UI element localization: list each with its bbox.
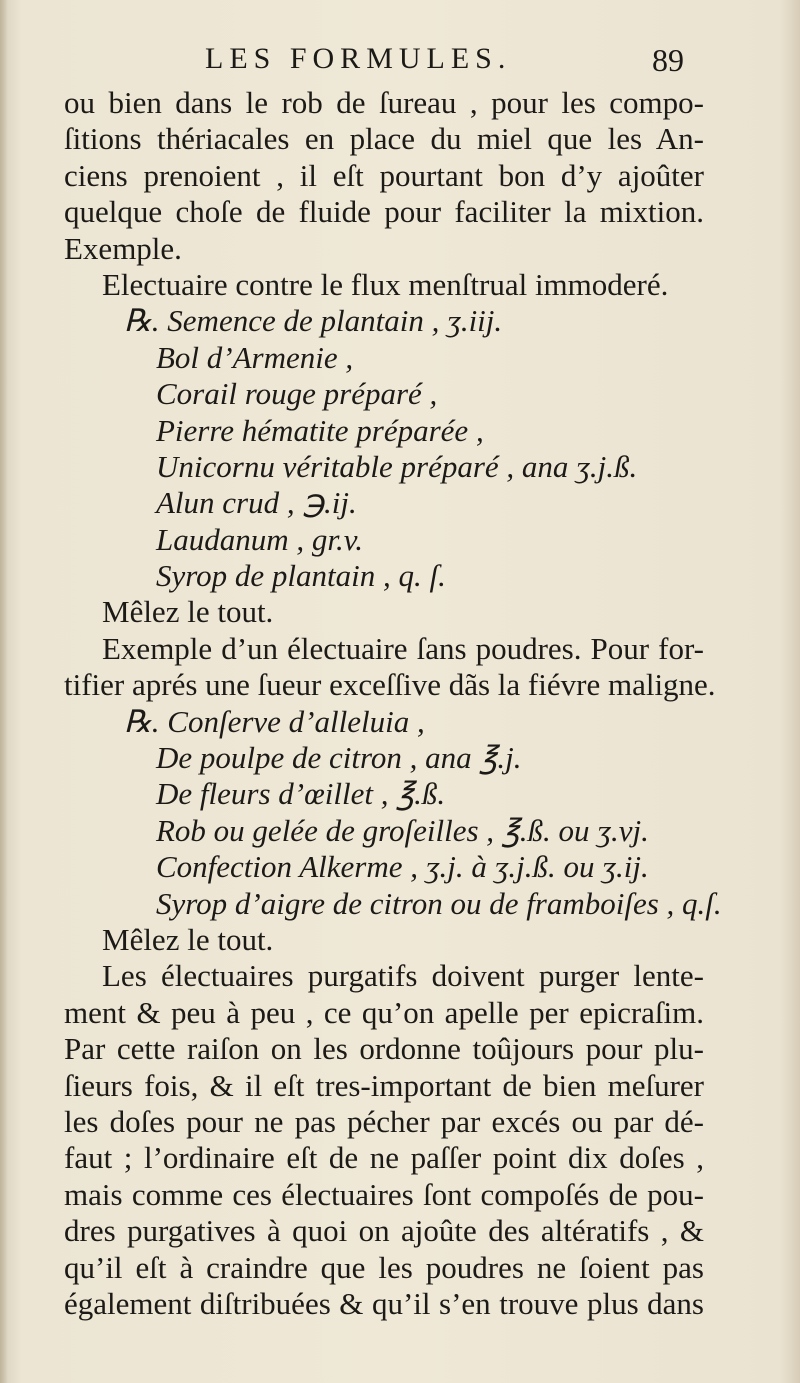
text-line: Par cette raiſon on les ordonne toûjours pour plu- [64, 1031, 704, 1067]
recipe-ingredient: De fleurs d’œillet , ℥.ß. [156, 776, 446, 812]
recipe-ingredient: Syrop de plantain , q. ſ. [156, 558, 446, 594]
text-line: également diſtribuées & qu’il s’en trouve plus dans [64, 1285, 704, 1321]
text-line: ſitions thériacales en place du miel que les An- [64, 121, 704, 157]
text-line: tifier aprés une ſueur exceſſive dãs la fiévre maligne. [64, 667, 716, 703]
recipe-title: Electuaire contre le flux menſtrual immoderé. [102, 266, 669, 302]
text-line: les doſes pour ne pas pécher par excés ou par dé- [64, 1103, 704, 1139]
text-line: qu’il eſt à craindre que les poudres ne ſoient pas [64, 1249, 704, 1285]
body-text [64, 85, 722, 1322]
text-line: dres purgatives à quoi on ajoûte des altératifs , & [64, 1213, 704, 1249]
text-line: mais comme ces électuaires ſont compoſés de pou- [64, 1176, 704, 1212]
recipe-ingredient: Syrop d’aigre de citron ou de framboiſes , q.ſ. [156, 885, 722, 921]
recipe-ingredient: ℞. Semence de plantain , ʒ.iij. [124, 303, 503, 339]
recipe-ingredient: Corail rouge préparé , [156, 376, 438, 412]
recipe-ingredient: Laudanum , gr.v. [156, 521, 363, 557]
recipe-ingredient: Unicornu véritable préparé , ana ʒ.j.ß. [156, 448, 638, 484]
text-line: faut ; l’ordinaire eſt de ne paſſer point dix doſes , [64, 1140, 704, 1176]
text-line: ment & peu à peu , ce qu’on apelle per epicraſim. [64, 994, 704, 1030]
page-number: 89 [652, 42, 684, 78]
recipe-ingredient: ℞. Conſerve d’alleluia , [124, 703, 425, 739]
recipe-ingredient: Bol d’Armenie , [156, 339, 354, 375]
recipe-ingredient: De poulpe de citron , ana ℥.j. [156, 740, 522, 776]
recipe-instruction: Mêlez le tout. [102, 594, 274, 630]
running-title: LES FORMULES. [205, 42, 512, 75]
page-header [0, 42, 800, 82]
recipe-ingredient: Rob ou gelée de groſeilles , ℥.ß. ou ʒ.vj. [156, 812, 649, 848]
text-line: Les électuaires purgatifs doivent purger lente- [102, 958, 704, 994]
text-line: quelque choſe de fluide pour faciliter la mixtion. [64, 194, 704, 230]
recipe-ingredient: Pierre hématite préparée , [156, 412, 484, 448]
text-line: Exemple. [64, 230, 182, 266]
recipe-ingredient: Confection Alkerme , ʒ.j. à ʒ.j.ß. ou ʒ.ij. [156, 849, 649, 885]
text-line: ciens prenoient , il eſt pourtant bon d’y ajoûter [64, 157, 704, 193]
text-line: Exemple d’un électuaire ſans poudres. Pour for- [102, 630, 704, 666]
recipe-instruction: Mêlez le tout. [102, 921, 274, 957]
text-line: ſieurs fois, & il eſt tres-important de bien meſurer [64, 1067, 704, 1103]
text-line: ou bien dans le rob de ſureau , pour les compo- [64, 85, 704, 120]
recipe-ingredient: Alun crud , ℈.ij. [156, 485, 357, 521]
